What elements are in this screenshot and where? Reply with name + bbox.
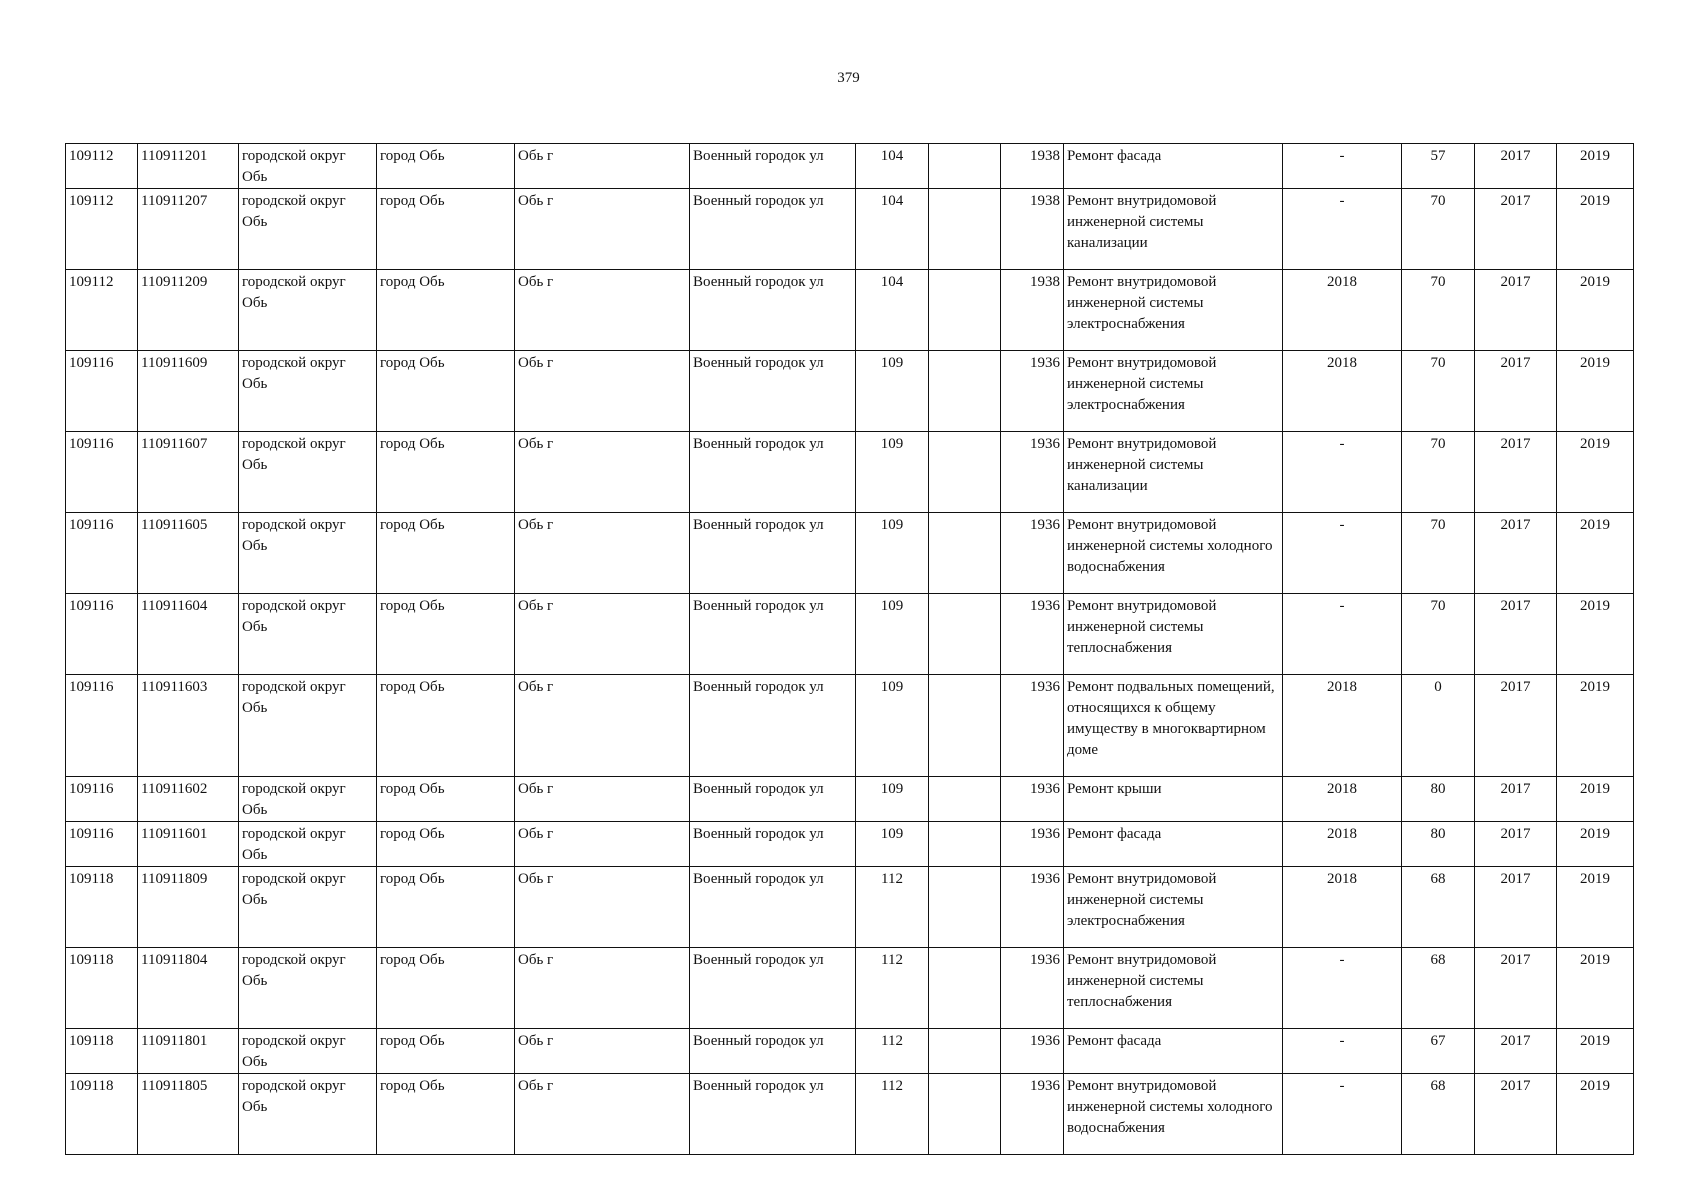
cell-work-type: Ремонт внутридомовой инженерной системы канализации (1064, 189, 1283, 270)
cell-building (929, 351, 1001, 432)
cell-id: 109112 (66, 189, 138, 270)
cell-house: 109 (856, 777, 929, 822)
cell-municipality: город Обь (377, 1029, 515, 1074)
cell-district: городской округ Обь (239, 144, 377, 189)
cell-year-end: 2019 (1557, 675, 1634, 777)
cell-col-11: 2018 (1283, 777, 1402, 822)
cell-col-11: - (1283, 594, 1402, 675)
cell-work-type: Ремонт подвальных помещений, относящихся к общему имуществу в многоквартирном доме (1064, 675, 1283, 777)
cell-year-start: 2017 (1475, 432, 1557, 513)
cell-year-end: 2019 (1557, 594, 1634, 675)
cell-house: 109 (856, 432, 929, 513)
table-row (66, 948, 1634, 1029)
cell-building (929, 189, 1001, 270)
cell-municipality: город Обь (377, 351, 515, 432)
cell-municipality: город Обь (377, 675, 515, 777)
cell-year-end: 2019 (1557, 270, 1634, 351)
cell-municipality: город Обь (377, 1074, 515, 1155)
cell-district: городской округ Обь (239, 822, 377, 867)
cell-building (929, 822, 1001, 867)
cell-district: городской округ Обь (239, 351, 377, 432)
cell-locality: Обь г (515, 948, 690, 1029)
table-row (66, 1029, 1634, 1074)
cell-id: 109112 (66, 270, 138, 351)
cell-year-built: 1936 (1001, 1029, 1064, 1074)
table-row (66, 675, 1634, 777)
cell-year-built: 1936 (1001, 777, 1064, 822)
cell-year-start: 2017 (1475, 675, 1557, 777)
cell-year-start: 2017 (1475, 777, 1557, 822)
table-row (66, 822, 1634, 867)
cell-building (929, 513, 1001, 594)
cell-work-type: Ремонт фасада (1064, 1029, 1283, 1074)
cell-locality: Обь г (515, 777, 690, 822)
cell-col-11: - (1283, 948, 1402, 1029)
cell-year-built: 1936 (1001, 1074, 1064, 1155)
cell-col-11: - (1283, 1029, 1402, 1074)
table-row (66, 1074, 1634, 1155)
cell-work-type: Ремонт внутридомовой инженерной системы канализации (1064, 432, 1283, 513)
cell-year-built: 1938 (1001, 189, 1064, 270)
cell-year-end: 2019 (1557, 351, 1634, 432)
cell-work-type: Ремонт внутридомовой инженерной системы электроснабжения (1064, 351, 1283, 432)
cell-building (929, 948, 1001, 1029)
cell-house: 109 (856, 351, 929, 432)
cell-col-12: 80 (1402, 777, 1475, 822)
cell-year-built: 1936 (1001, 675, 1064, 777)
cell-year-built: 1936 (1001, 594, 1064, 675)
cell-year-start: 2017 (1475, 189, 1557, 270)
cell-work-type: Ремонт фасада (1064, 822, 1283, 867)
cell-col-11: - (1283, 144, 1402, 189)
cell-district: городской округ Обь (239, 1029, 377, 1074)
cell-col-12: 70 (1402, 270, 1475, 351)
cell-id: 109118 (66, 948, 138, 1029)
cell-col-11: 2018 (1283, 822, 1402, 867)
cell-year-built: 1938 (1001, 144, 1064, 189)
cell-year-end: 2019 (1557, 777, 1634, 822)
cell-municipality: город Обь (377, 270, 515, 351)
table-row (66, 594, 1634, 675)
cell-district: городской округ Обь (239, 1074, 377, 1155)
cell-street: Военный городок ул (690, 867, 856, 948)
cell-street: Военный городок ул (690, 822, 856, 867)
cell-building (929, 867, 1001, 948)
cell-building (929, 144, 1001, 189)
cell-year-start: 2017 (1475, 351, 1557, 432)
cell-year-start: 2017 (1475, 513, 1557, 594)
cell-code: 110911607 (138, 432, 239, 513)
cell-district: городской округ Обь (239, 675, 377, 777)
cell-year-start: 2017 (1475, 1029, 1557, 1074)
table-row (66, 777, 1634, 822)
cell-district: городской округ Обь (239, 867, 377, 948)
cell-col-12: 0 (1402, 675, 1475, 777)
cell-house: 104 (856, 144, 929, 189)
cell-locality: Обь г (515, 144, 690, 189)
page-number: 379 (837, 70, 860, 86)
cell-street: Военный городок ул (690, 777, 856, 822)
cell-year-end: 2019 (1557, 189, 1634, 270)
cell-street: Военный городок ул (690, 351, 856, 432)
cell-municipality: город Обь (377, 777, 515, 822)
cell-year-end: 2019 (1557, 867, 1634, 948)
cell-building (929, 777, 1001, 822)
cell-col-12: 80 (1402, 822, 1475, 867)
cell-col-11: 2018 (1283, 867, 1402, 948)
cell-year-built: 1936 (1001, 432, 1064, 513)
cell-work-type: Ремонт внутридомовой инженерной системы теплоснабжения (1064, 948, 1283, 1029)
cell-year-built: 1936 (1001, 867, 1064, 948)
cell-id: 109116 (66, 594, 138, 675)
cell-col-12: 70 (1402, 594, 1475, 675)
cell-district: городской округ Обь (239, 189, 377, 270)
cell-municipality: город Обь (377, 822, 515, 867)
cell-year-end: 2019 (1557, 432, 1634, 513)
cell-house: 104 (856, 189, 929, 270)
cell-year-end: 2019 (1557, 144, 1634, 189)
cell-year-built: 1936 (1001, 948, 1064, 1029)
cell-col-12: 57 (1402, 144, 1475, 189)
cell-id: 109116 (66, 351, 138, 432)
cell-year-end: 2019 (1557, 1029, 1634, 1074)
cell-col-12: 67 (1402, 1029, 1475, 1074)
cell-work-type: Ремонт внутридомовой инженерной системы теплоснабжения (1064, 594, 1283, 675)
cell-work-type: Ремонт внутридомовой инженерной системы электроснабжения (1064, 867, 1283, 948)
cell-district: городской округ Обь (239, 777, 377, 822)
cell-code: 110911602 (138, 777, 239, 822)
cell-building (929, 270, 1001, 351)
cell-district: городской округ Обь (239, 432, 377, 513)
cell-code: 110911809 (138, 867, 239, 948)
cell-house: 104 (856, 270, 929, 351)
cell-year-start: 2017 (1475, 867, 1557, 948)
cell-id: 109116 (66, 822, 138, 867)
cell-col-11: 2018 (1283, 351, 1402, 432)
table-row (66, 189, 1634, 270)
cell-col-12: 70 (1402, 513, 1475, 594)
cell-house: 112 (856, 1029, 929, 1074)
cell-house: 109 (856, 675, 929, 777)
cell-year-built: 1936 (1001, 513, 1064, 594)
cell-col-11: - (1283, 1074, 1402, 1155)
cell-code: 110911805 (138, 1074, 239, 1155)
table-row (66, 432, 1634, 513)
cell-year-end: 2019 (1557, 822, 1634, 867)
cell-code: 110911804 (138, 948, 239, 1029)
cell-building (929, 1074, 1001, 1155)
cell-municipality: город Обь (377, 432, 515, 513)
cell-year-start: 2017 (1475, 144, 1557, 189)
cell-code: 110911601 (138, 822, 239, 867)
cell-code: 110911201 (138, 144, 239, 189)
cell-code: 110911604 (138, 594, 239, 675)
cell-year-start: 2017 (1475, 1074, 1557, 1155)
cell-col-11: - (1283, 513, 1402, 594)
cell-locality: Обь г (515, 867, 690, 948)
cell-col-12: 68 (1402, 867, 1475, 948)
cell-col-12: 70 (1402, 432, 1475, 513)
cell-district: городской округ Обь (239, 948, 377, 1029)
cell-locality: Обь г (515, 270, 690, 351)
cell-locality: Обь г (515, 675, 690, 777)
cell-work-type: Ремонт внутридомовой инженерной системы холодного водоснабжения (1064, 513, 1283, 594)
cell-locality: Обь г (515, 432, 690, 513)
cell-col-11: 2018 (1283, 675, 1402, 777)
cell-municipality: город Обь (377, 594, 515, 675)
cell-street: Военный городок ул (690, 513, 856, 594)
cell-year-start: 2017 (1475, 822, 1557, 867)
cell-house: 109 (856, 594, 929, 675)
cell-year-built: 1936 (1001, 822, 1064, 867)
cell-street: Военный городок ул (690, 432, 856, 513)
cell-work-type: Ремонт фасада (1064, 144, 1283, 189)
repair-registry-table (65, 143, 1634, 1155)
cell-house: 112 (856, 867, 929, 948)
cell-year-built: 1938 (1001, 270, 1064, 351)
cell-municipality: город Обь (377, 189, 515, 270)
cell-street: Военный городок ул (690, 948, 856, 1029)
cell-code: 110911605 (138, 513, 239, 594)
cell-street: Военный городок ул (690, 594, 856, 675)
cell-municipality: город Обь (377, 144, 515, 189)
table-row (66, 270, 1634, 351)
cell-work-type: Ремонт внутридомовой инженерной системы электроснабжения (1064, 270, 1283, 351)
cell-code: 110911801 (138, 1029, 239, 1074)
cell-col-11: - (1283, 189, 1402, 270)
cell-locality: Обь г (515, 594, 690, 675)
cell-col-12: 70 (1402, 351, 1475, 432)
cell-id: 109118 (66, 867, 138, 948)
cell-id: 109116 (66, 432, 138, 513)
cell-year-start: 2017 (1475, 270, 1557, 351)
cell-code: 110911207 (138, 189, 239, 270)
cell-col-12: 68 (1402, 1074, 1475, 1155)
cell-building (929, 1029, 1001, 1074)
cell-id: 109116 (66, 675, 138, 777)
cell-id: 109118 (66, 1029, 138, 1074)
cell-municipality: город Обь (377, 867, 515, 948)
cell-building (929, 594, 1001, 675)
cell-street: Военный городок ул (690, 1029, 856, 1074)
cell-street: Военный городок ул (690, 189, 856, 270)
cell-locality: Обь г (515, 189, 690, 270)
cell-year-built: 1936 (1001, 351, 1064, 432)
cell-id: 109112 (66, 144, 138, 189)
cell-locality: Обь г (515, 1074, 690, 1155)
cell-municipality: город Обь (377, 948, 515, 1029)
cell-district: городской округ Обь (239, 513, 377, 594)
cell-house: 112 (856, 1074, 929, 1155)
cell-street: Военный городок ул (690, 1074, 856, 1155)
cell-building (929, 432, 1001, 513)
cell-house: 112 (856, 948, 929, 1029)
cell-year-start: 2017 (1475, 948, 1557, 1029)
table-row (66, 867, 1634, 948)
cell-house: 109 (856, 822, 929, 867)
cell-col-12: 70 (1402, 189, 1475, 270)
cell-municipality: город Обь (377, 513, 515, 594)
cell-building (929, 675, 1001, 777)
cell-street: Военный городок ул (690, 270, 856, 351)
cell-year-start: 2017 (1475, 594, 1557, 675)
cell-code: 110911603 (138, 675, 239, 777)
cell-col-11: - (1283, 432, 1402, 513)
cell-col-12: 68 (1402, 948, 1475, 1029)
table-row (66, 144, 1634, 189)
cell-year-end: 2019 (1557, 948, 1634, 1029)
cell-house: 109 (856, 513, 929, 594)
cell-code: 110911609 (138, 351, 239, 432)
cell-year-end: 2019 (1557, 513, 1634, 594)
cell-district: городской округ Обь (239, 270, 377, 351)
cell-locality: Обь г (515, 822, 690, 867)
cell-col-11: 2018 (1283, 270, 1402, 351)
cell-locality: Обь г (515, 351, 690, 432)
cell-work-type: Ремонт крыши (1064, 777, 1283, 822)
table-row (66, 351, 1634, 432)
table-row (66, 513, 1634, 594)
cell-locality: Обь г (515, 1029, 690, 1074)
cell-id: 109116 (66, 777, 138, 822)
cell-code: 110911209 (138, 270, 239, 351)
cell-street: Военный городок ул (690, 675, 856, 777)
cell-district: городской округ Обь (239, 594, 377, 675)
cell-work-type: Ремонт внутридомовой инженерной системы холодного водоснабжения (1064, 1074, 1283, 1155)
cell-id: 109118 (66, 1074, 138, 1155)
cell-id: 109116 (66, 513, 138, 594)
cell-street: Военный городок ул (690, 144, 856, 189)
cell-year-end: 2019 (1557, 1074, 1634, 1155)
cell-locality: Обь г (515, 513, 690, 594)
